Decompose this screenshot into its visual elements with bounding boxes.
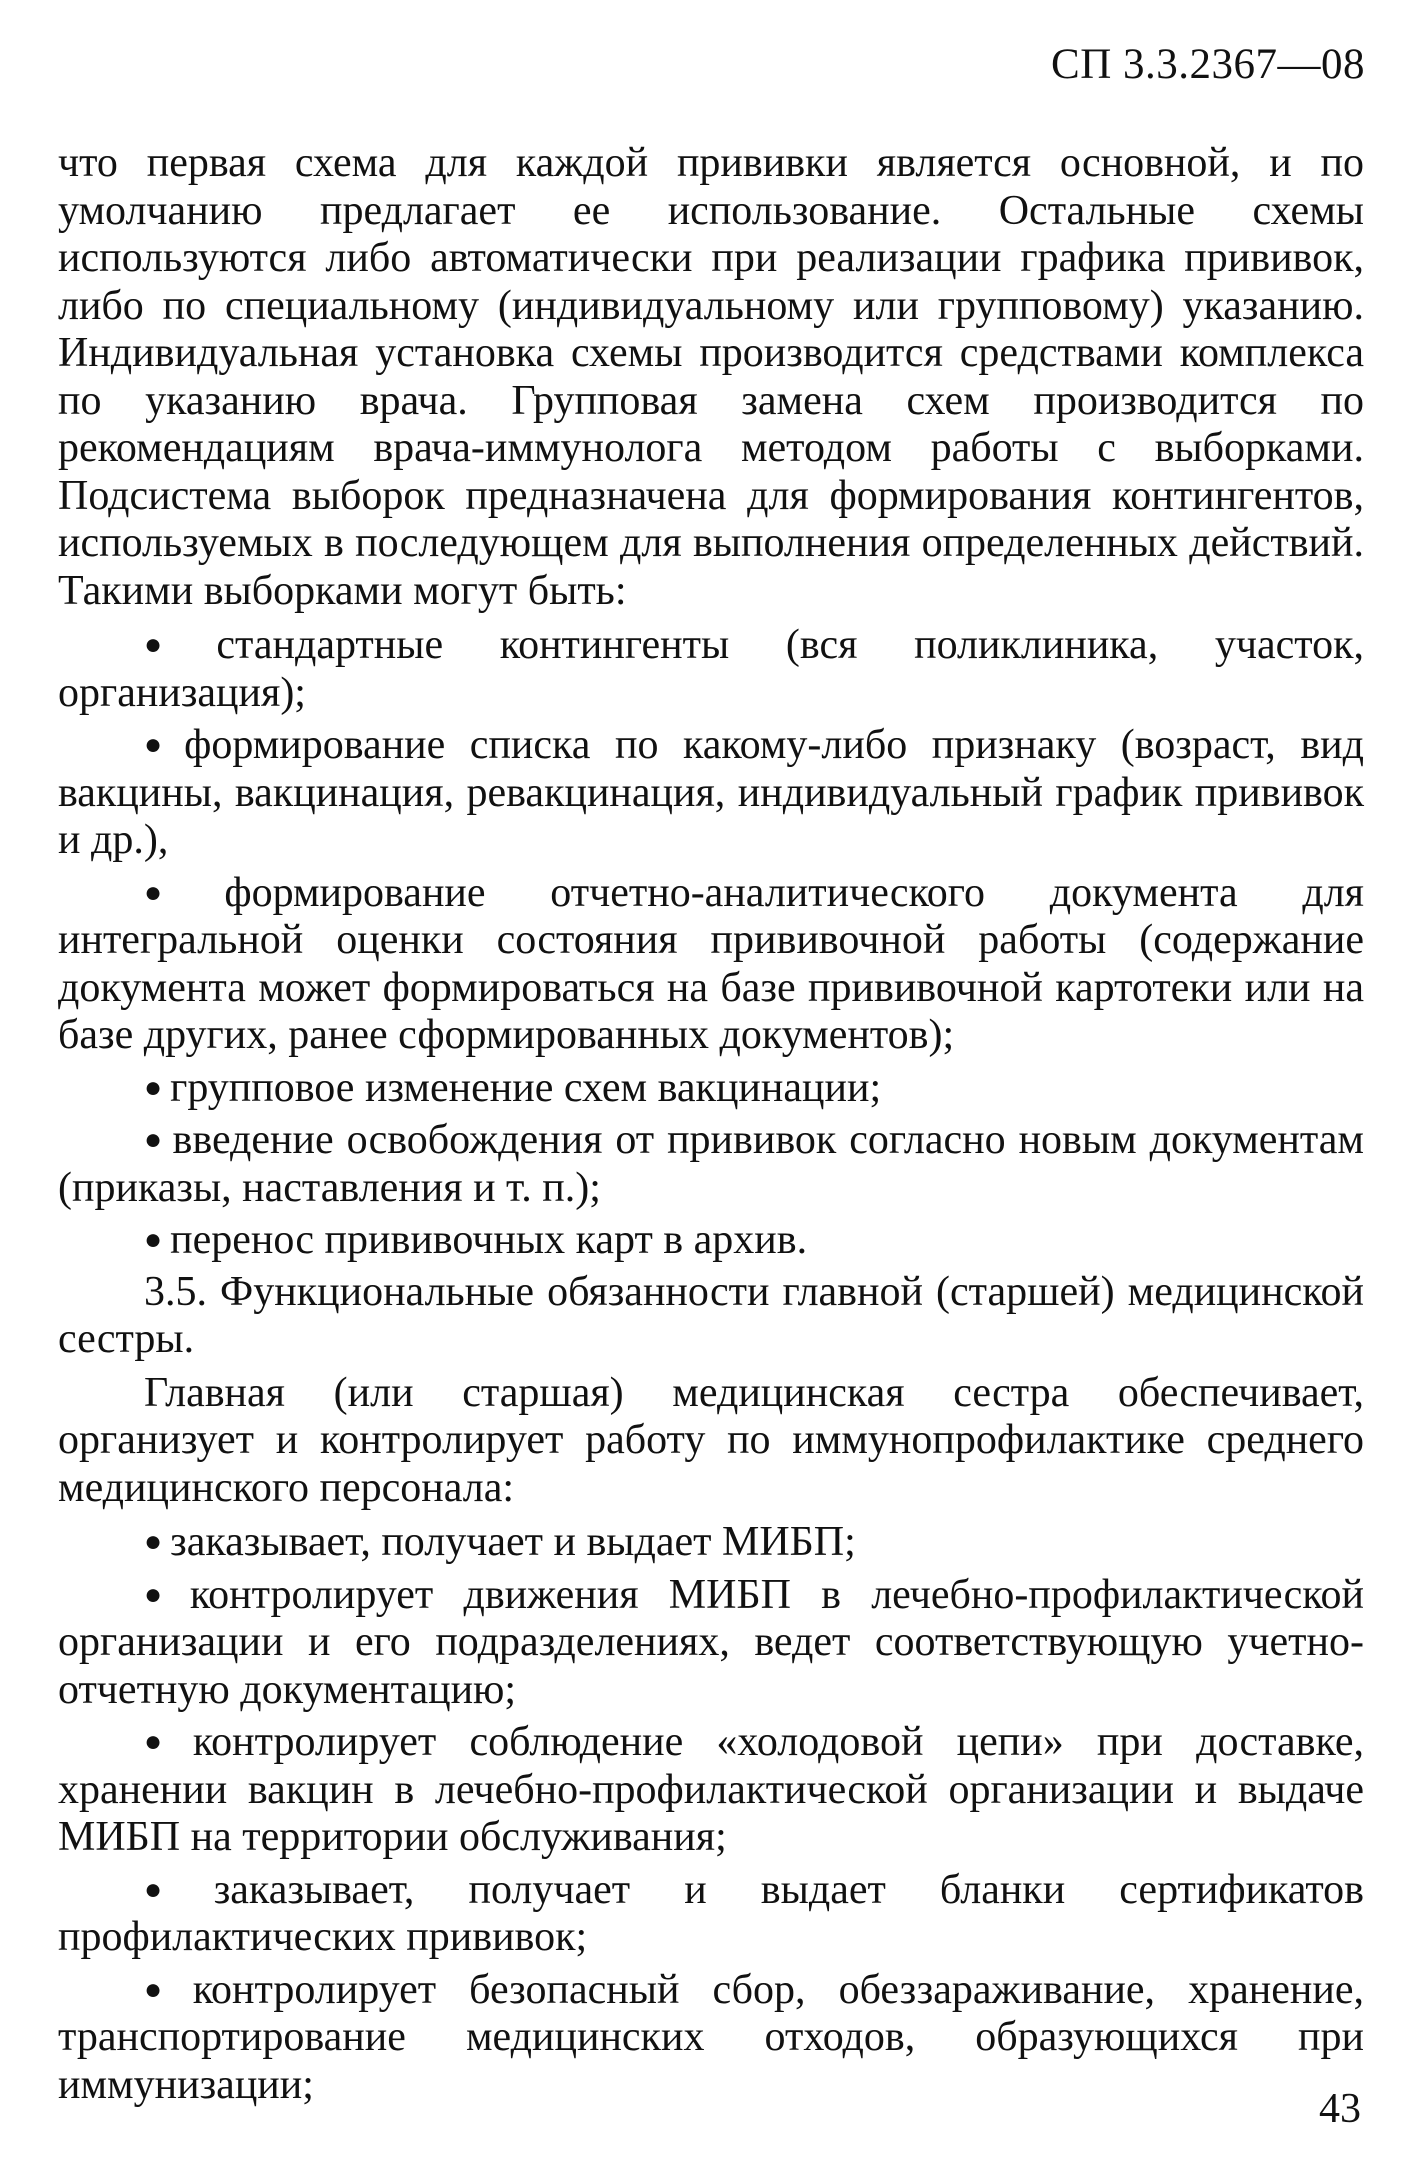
intro-paragraph: что первая схема для каждой прививки является основной, и по умолчанию предлагает ее использование. Остальные схемы используются либо автоматически при реализации графика прививок, либо по специальному (индивидуальному или групповому) указанию. Индивидуальная установка схемы производится средствами комплекса по указанию врача. Групповая замена схем производится по рекомендациям врача-иммунолога методом работы с выборками. Подсистема выборок предназначена для формирования контингентов, используемых в последующем для выполнения определенных действий. Такими выборками могут быть: <box>58 140 1364 614</box>
bullet-icon: ● <box>144 628 209 661</box>
list-item: ● стандартные контингенты (вся поликлиника, участок, организация); <box>58 622 1365 716</box>
list-item: ● групповое изменение схем вакцинации; <box>144 1064 882 1111</box>
list-item: ● введение освобождения от прививок согласно новым документам (приказы, наставления и т. п.); <box>58 1117 1364 1211</box>
section-intro: Главная (или старшая) медицинская сестра обеспечивает, организует и контролирует работу по иммунопрофилактике среднего медицинского персонала: <box>58 1369 1364 1511</box>
selections-list <box>58 621 1364 1265</box>
bullet-icon: ● <box>144 1223 163 1256</box>
bullet-icon: ● <box>144 1872 206 1906</box>
list-item: ● перенос прививочных карт в архив. <box>144 1217 808 1263</box>
bullet-icon: ● <box>144 728 177 761</box>
list-item: ● формирование отчетно-аналитического документа для интегральной оценки состояния прививочной работы (содержание документа может формироваться на базе прививочной картотеки или на базе других, ранее сформированных документов); <box>58 869 1364 1058</box>
bullet-icon: ● <box>144 1972 185 2006</box>
list-item: ● контролирует соблюдение «холодовой цепи» при доставке, хранении вакцин в лечебно-профилактической организации и выдаче МИБП на территории обслуживания; <box>58 1719 1364 1860</box>
bullet-icon: ● <box>144 1725 185 1758</box>
page-content <box>58 140 1364 2113</box>
bullet-icon: ● <box>144 1577 182 1611</box>
list-item: ● контролирует безопасный сбор, обеззараживание, хранение, транспортирование медицинских отходов, образующихся при иммунизации; <box>58 1966 1364 2108</box>
document-code: СП 3.3.2367—08 <box>1051 41 1365 88</box>
list-item: ● заказывает, получает и выдает бланки сертификатов профилактических прививок; <box>58 1866 1364 1960</box>
list-item: ● формирование списка по какому-либо признаку (возраст, вид вакцины, вакцинация, ревакцинация, индивидуальный график прививок и др.), <box>58 722 1364 863</box>
bullet-icon: ● <box>144 1070 163 1104</box>
section-heading: 3.5. Функциональные обязанности главной (старшей) медицинской сестры. <box>58 1268 1364 1362</box>
bullet-icon: ● <box>144 875 217 909</box>
bullet-icon: ● <box>144 1525 163 1558</box>
duties-list <box>58 1518 1364 2109</box>
list-item: ● заказывает, получает и выдает МИБП; <box>144 1519 856 1565</box>
page-number: 43 <box>1319 2086 1361 2132</box>
bullet-icon: ● <box>144 1123 165 1156</box>
list-item: ● контролирует движения МИБП в лечебно-профилактической организации и его подразделениях, ведет соответствующую учетно-отчетную документацию; <box>58 1571 1364 1713</box>
